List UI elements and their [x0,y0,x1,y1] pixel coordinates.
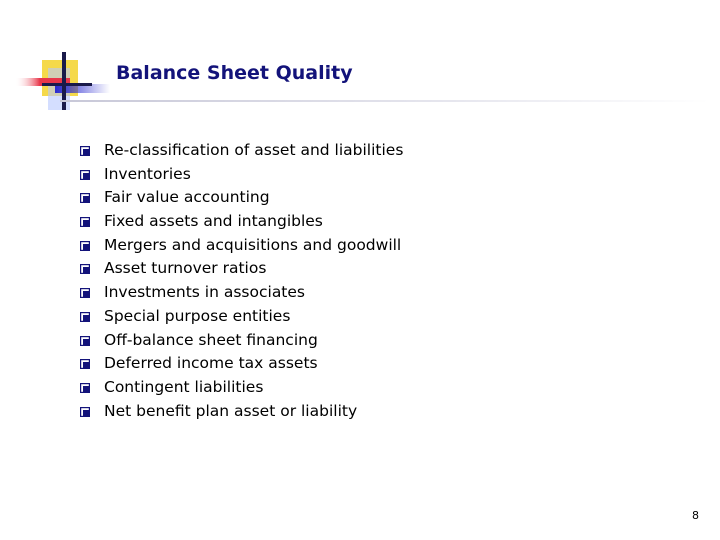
page-number: 8 [692,509,699,522]
list-item [80,257,403,281]
square-checkbox-icon [80,241,90,251]
slide-corner-logo-icon [0,0,110,120]
bullet-text: Fair value accounting [104,188,270,207]
list-item [80,376,403,400]
square-checkbox-icon [80,407,90,417]
bullet-text: Investments in associates [104,283,306,302]
square-checkbox-icon [80,336,90,346]
bullet-text: Asset turnover ratios [104,259,267,278]
square-checkbox-icon [80,217,90,227]
bullet-text: Mergers and acquisitions and goodwill [104,235,402,254]
bullet-text: Net benefit plan asset or liability [104,401,358,420]
bullet-text: Fixed assets and intangibles [104,212,323,231]
bullet-text: Re-classification of asset and liabilities [104,141,404,159]
list-item [80,305,403,329]
list-item [80,210,403,234]
list-item [80,329,403,353]
bullet-text: Contingent liabilities [104,377,264,396]
title-divider [60,100,710,102]
list-item [80,281,403,305]
list-item [80,352,403,376]
list-item [80,234,403,258]
bullet-text: Inventories [104,164,191,183]
slide-title: Balance Sheet Quality [116,62,353,84]
square-checkbox-icon [80,288,90,298]
square-checkbox-icon [80,312,90,322]
square-checkbox-icon [80,146,90,156]
square-checkbox-icon [80,383,90,393]
list-item [80,400,403,424]
square-checkbox-icon [80,264,90,274]
square-checkbox-icon [80,170,90,180]
square-checkbox-icon [80,359,90,369]
list-item [80,163,403,187]
bullet-text: Deferred income tax assets [104,354,318,373]
square-checkbox-icon [80,193,90,203]
list-item [80,139,403,163]
bullet-text: Special purpose entities [104,306,291,325]
list-item [80,186,403,210]
bullet-list [80,139,403,423]
bullet-text: Off-balance sheet financing [104,330,318,349]
